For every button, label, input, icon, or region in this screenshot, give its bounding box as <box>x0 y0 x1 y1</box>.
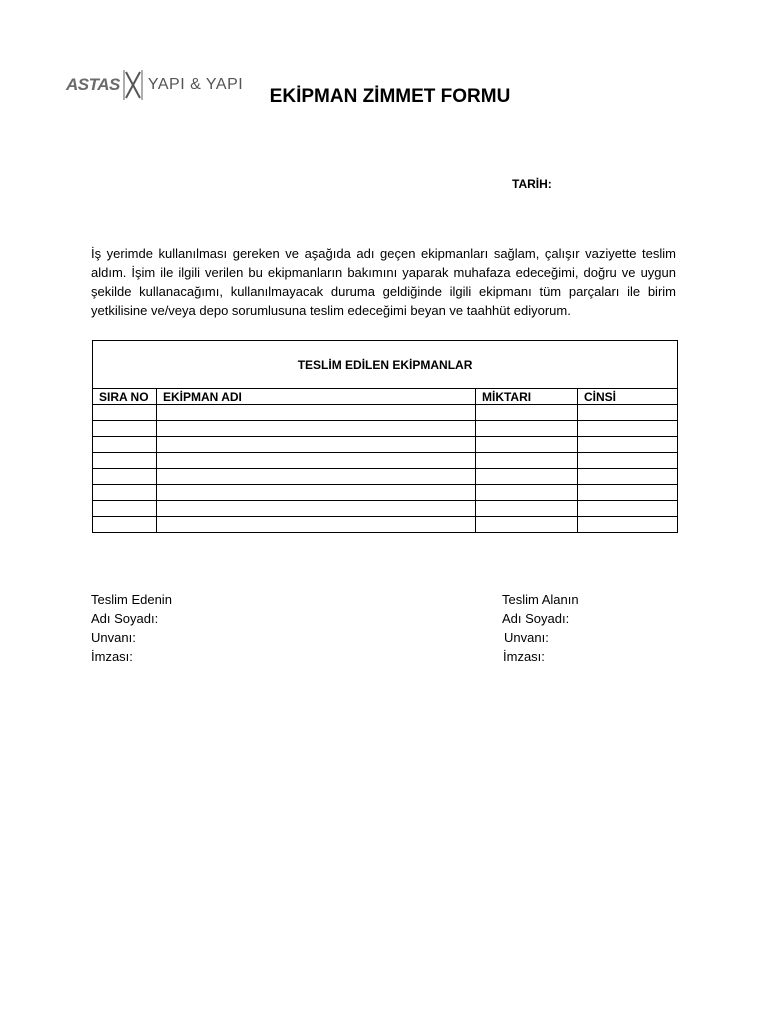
table-cell[interactable] <box>157 453 476 469</box>
table-cell[interactable] <box>157 485 476 501</box>
receiver-heading: Teslim Alanın <box>502 592 579 607</box>
receiver-signature-block <box>502 590 579 666</box>
table-cell[interactable] <box>578 517 678 533</box>
table-row <box>93 405 678 421</box>
date-label: TARİH: <box>512 177 552 191</box>
table-cell[interactable] <box>476 501 578 517</box>
table-cell[interactable] <box>476 485 578 501</box>
table-cell[interactable] <box>578 405 678 421</box>
table-cell[interactable] <box>93 405 157 421</box>
table-cell[interactable] <box>476 437 578 453</box>
table-cell[interactable] <box>578 501 678 517</box>
table-cell[interactable] <box>93 469 157 485</box>
giver-heading: Teslim Edenin <box>91 592 172 607</box>
table-cell[interactable] <box>157 405 476 421</box>
table-cell[interactable] <box>157 517 476 533</box>
giver-title-label[interactable]: Unvanı: <box>91 630 136 645</box>
table-cell[interactable] <box>476 517 578 533</box>
table-cell[interactable] <box>157 469 476 485</box>
equipment-table-caption: TESLİM EDİLEN EKİPMANLAR <box>93 341 678 389</box>
table-row <box>93 421 678 437</box>
table-cell[interactable] <box>578 469 678 485</box>
column-header-miktari: MİKTARI <box>476 389 578 405</box>
giver-name-label[interactable]: Adı Soyadı: <box>91 611 159 626</box>
receiver-name-label[interactable]: Adı Soyadı: <box>502 611 570 626</box>
giver-signature-block <box>91 590 172 666</box>
statement-paragraph: İş yerimde kullanılması gereken ve aşağıda adı geçen ekipmanları sağlam, çalışır vaziyette teslim aldım. İşim ile ilgili verilen bu ekipmanların bakımını yaparak muhafaza edeceğimi, doğru ve uygun şekilde kullanacağımı, kullanılmayacak duruma geldiğinde ilgili ekipmanı tüm parçaları ile birim yetkilisine ve/veya depo sorumlusuna teslim edeceğimi beyan ve taahhüt ediyorum. <box>91 246 676 318</box>
table-cell[interactable] <box>578 485 678 501</box>
logo-yapi-text: YAPI & YAPI <box>147 76 244 93</box>
company-logo <box>66 68 243 102</box>
table-row <box>93 485 678 501</box>
giver-signature-label[interactable]: İmzası: <box>91 649 133 664</box>
table-cell[interactable] <box>93 421 157 437</box>
table-cell[interactable] <box>476 453 578 469</box>
astas-x-logo-icon <box>122 68 144 102</box>
table-cell[interactable] <box>476 421 578 437</box>
table-cell[interactable] <box>578 453 678 469</box>
table-row <box>93 437 678 453</box>
table-cell[interactable] <box>93 437 157 453</box>
table-cell[interactable] <box>93 453 157 469</box>
table-cell[interactable] <box>93 517 157 533</box>
table-row <box>93 469 678 485</box>
form-title: EKİPMAN ZİMMET FORMU <box>269 86 511 107</box>
table-cell[interactable] <box>157 501 476 517</box>
table-row <box>93 453 678 469</box>
table-row <box>93 517 678 533</box>
column-header-sira-no: SIRA NO <box>93 389 157 405</box>
table-cell[interactable] <box>93 501 157 517</box>
table-cell[interactable] <box>93 485 157 501</box>
column-header-cinsi: CİNSİ <box>578 389 678 405</box>
equipment-table <box>92 340 678 533</box>
table-cell[interactable] <box>476 469 578 485</box>
receiver-signature-label[interactable]: İmzası: <box>503 649 545 664</box>
logo-astas-text: ASTAS <box>66 75 120 94</box>
table-row <box>93 501 678 517</box>
table-cell[interactable] <box>578 437 678 453</box>
equipment-table-header <box>93 389 678 405</box>
table-cell[interactable] <box>157 421 476 437</box>
receiver-title-label[interactable]: Unvanı: <box>504 630 549 645</box>
table-cell[interactable] <box>578 421 678 437</box>
column-header-ekipman-adi: EKİPMAN ADI <box>157 389 476 405</box>
table-cell[interactable] <box>476 405 578 421</box>
table-cell[interactable] <box>157 437 476 453</box>
